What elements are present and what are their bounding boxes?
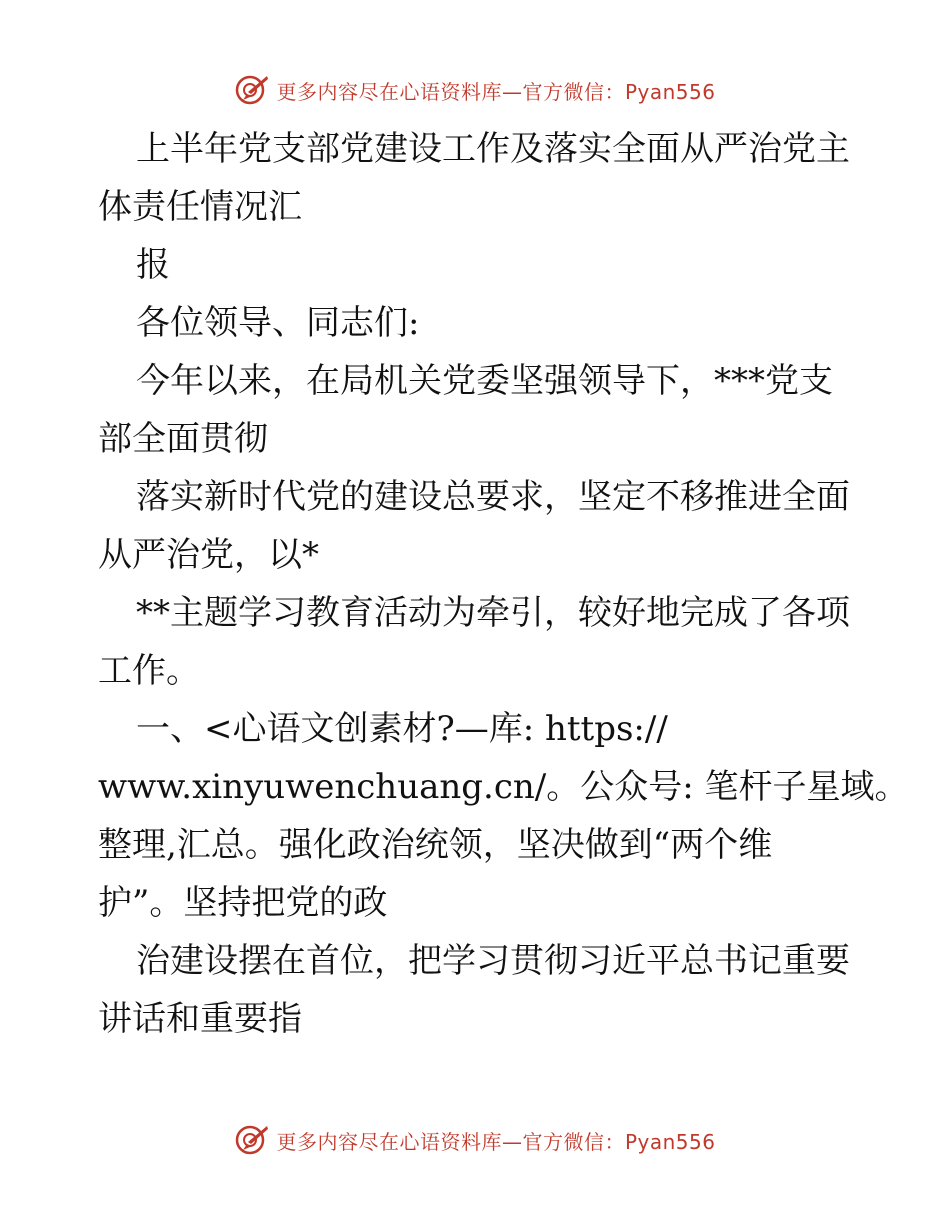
text-line: 报 bbox=[136, 245, 170, 285]
pen-logo-icon bbox=[234, 72, 270, 108]
header-banner bbox=[0, 70, 950, 110]
banner-text: 更多内容尽在心语资料库—官方微信：Pyan556 bbox=[276, 79, 716, 104]
text-line: **主题学习教育活动为牵引，较好地完成了各项 bbox=[136, 593, 850, 633]
text-line: 从严治党，以* bbox=[98, 535, 319, 575]
text-line: 上半年党支部党建设工作及落实全面从严治党主 bbox=[136, 129, 850, 169]
text-line: 体责任情况汇 bbox=[98, 187, 302, 227]
text-line: 治建设摆在首位，把学习贯彻习近平总书记重要 bbox=[136, 941, 850, 981]
footer-banner bbox=[0, 1120, 950, 1160]
text-line: 各位领导、同志们: bbox=[136, 303, 420, 343]
text-line: www.xinyuwenchuang.cn/。公众号: 笔杆子星域。 bbox=[98, 767, 909, 807]
banner-text: 更多内容尽在心语资料库—官方微信：Pyan556 bbox=[276, 1129, 716, 1154]
pen-logo-icon bbox=[234, 1122, 270, 1158]
text-line: 工作。 bbox=[98, 651, 200, 691]
text-line: 整理,汇总。强化政治统领，坚决做到“两个维 bbox=[98, 825, 773, 865]
document-body bbox=[98, 120, 909, 1048]
text-line: 讲话和重要指 bbox=[98, 999, 302, 1039]
text-line: 护”。坚持把党的政 bbox=[98, 883, 388, 923]
text-line: 落实新时代党的建设总要求，坚定不移推进全面 bbox=[136, 477, 850, 517]
text-line: 今年以来，在局机关党委坚强领导下，***党支 bbox=[136, 361, 833, 401]
text-line: 一、<心语文创素材?—库: https:// bbox=[136, 709, 668, 749]
text-line: 部全面贯彻 bbox=[98, 419, 268, 459]
